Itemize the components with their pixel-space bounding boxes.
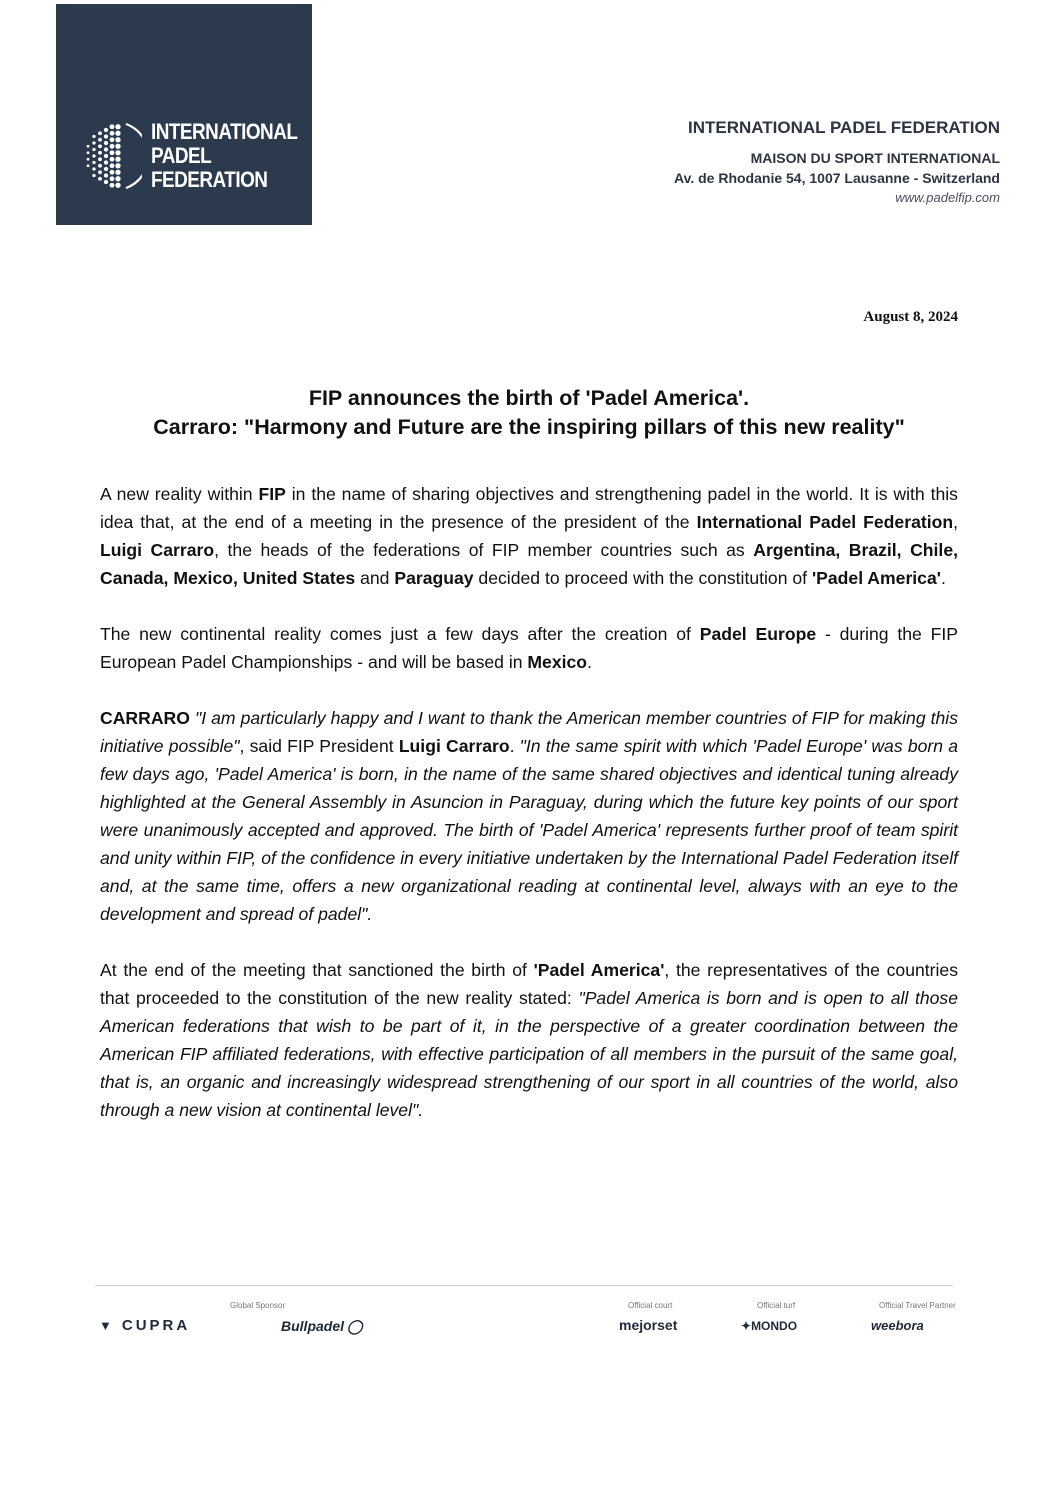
title-line-1: FIP announces the birth of 'Padel America'. <box>308 386 750 410</box>
logo-dot <box>104 147 108 151</box>
text-run: The new continental reality comes just a few days after the creation of <box>100 624 700 644</box>
logo-dot <box>92 154 95 157</box>
text-run: in the name of sharing objectives and strengthening padel in the world. It is with this idea that, at the end of a meeting in the presence of the president of the <box>100 484 958 532</box>
logo-dot <box>115 144 120 149</box>
text-run: . <box>509 736 520 756</box>
bold-run: Luigi Carraro <box>398 736 510 756</box>
bold-run: 'Padel America' <box>811 568 941 588</box>
logo-dot <box>104 180 108 184</box>
cupra-emblem-icon: ▼ <box>99 1318 112 1333</box>
logo-dot <box>98 157 102 161</box>
quote-run: "In the same spirit with which 'Padel Europe' was born a few days ago, 'Padel America' is born, in the name of the same shared objectives and identical tuning already highlighted at the General Assembly in Asuncion in Paraguay, during which the future key points of our sport were unanimously accepted and approved. The birth of 'Padel America' represents further proof of team spirit and unity within FIP, of the confidence in every initiative undertaken by the International Padel Federation itself and, at the same time, offers a new organizational reading at continental level, always with an eye to the development and spread of padel". <box>100 736 958 924</box>
title-line-2: Carraro: "Harmony and Future are the inspiring pillars of this new reality" <box>153 415 905 439</box>
text-run: , the representatives of the countries that proceeded to the constitution of the new reality stated: <box>100 960 959 1008</box>
logo-dot <box>110 157 115 162</box>
text-run: A new reality within <box>100 484 259 504</box>
logo-dot <box>98 138 102 142</box>
logo-dot <box>104 173 108 177</box>
logo-dot <box>87 158 90 161</box>
page-title <box>80 384 978 442</box>
logo-dot <box>110 144 115 149</box>
bold-run: Luigi Carraro <box>100 540 215 560</box>
logo-arc <box>126 124 142 188</box>
logo-dot <box>98 151 102 155</box>
bullpadel-mark-icon: ◯ <box>347 1318 363 1334</box>
logo-dot <box>92 174 95 177</box>
logo-dot <box>115 137 120 142</box>
bold-run: Mexico <box>527 652 588 672</box>
mondo-logo <box>741 1319 797 1333</box>
article-body <box>100 480 958 1152</box>
cupra-logo <box>99 1317 190 1334</box>
logo-dot <box>110 170 115 175</box>
bold-run: Paraguay <box>394 568 474 588</box>
logo-dot <box>110 124 115 129</box>
mejorset-wordmark: mejorset <box>619 1317 678 1333</box>
org-address-block <box>674 118 1000 208</box>
mondo-mark-icon: ✦ <box>741 1319 752 1333</box>
logo-dot <box>110 131 115 136</box>
text-run: . <box>940 568 946 588</box>
text-run: . <box>587 652 592 672</box>
cupra-wordmark: CUPRA <box>121 1317 191 1334</box>
text-run: , the heads of the federations of FIP member countries such as <box>214 540 754 560</box>
logo-dot <box>87 164 90 167</box>
mondo-wordmark: MONDO <box>751 1319 798 1333</box>
logo-dot <box>98 170 102 174</box>
document-date: August 8, 2024 <box>863 309 958 325</box>
logo-dot <box>115 131 120 136</box>
logo-dot <box>115 150 120 155</box>
footer-divider <box>95 1285 953 1286</box>
org-address: Av. de Rhodanie 54, 1007 Lausanne - Switzerland <box>674 170 1000 186</box>
logo-dot <box>115 183 120 188</box>
logo-dot <box>92 135 95 138</box>
text-run: , said FIP President <box>239 736 399 756</box>
paragraph-2 <box>100 620 958 676</box>
logo-dot <box>115 163 120 168</box>
paragraph-1 <box>100 480 958 592</box>
weebora-wordmark: weebora <box>871 1318 924 1333</box>
mejorset-logo <box>619 1317 677 1333</box>
text-run: decided to proceed with the constitution of <box>473 568 812 588</box>
logo-dot <box>98 177 102 181</box>
logo-line-2: PADEL <box>151 143 212 168</box>
logo-dot <box>104 134 108 138</box>
logo-dot <box>110 176 115 181</box>
quote-run: "I am particularly happy and I want to thank the American member countries of FIP for making this initiative possible" <box>100 708 959 756</box>
logo-dot <box>92 141 95 144</box>
logo-dot <box>87 145 90 148</box>
logo-wordmark <box>151 120 297 192</box>
bold-run: FIP <box>258 484 286 504</box>
logo-line-3: FEDERATION <box>151 167 268 192</box>
logo-line-1: INTERNATIONAL <box>151 119 298 144</box>
logo-dot <box>92 161 95 164</box>
logo-dot <box>110 137 115 142</box>
header-logo-block <box>56 4 312 225</box>
paragraph-3 <box>100 704 958 928</box>
caption-global-sponsor: Global Sponsor <box>230 1301 286 1310</box>
logo-dot <box>115 157 120 162</box>
bold-run: Argentina, Brazil, Chile, Canada, Mexico, United States <box>100 540 958 588</box>
logo-dot <box>92 148 95 151</box>
logo-dot <box>87 151 90 154</box>
bold-run: CARRARO <box>100 708 190 728</box>
caption-official-turf: Official turf <box>757 1301 796 1310</box>
bullpadel-wordmark: Bullpadel <box>281 1318 345 1334</box>
logo-dot <box>104 160 108 164</box>
logo-dot <box>110 163 115 168</box>
caption-official-court: Official court <box>628 1301 673 1310</box>
bullpadel-logo <box>281 1318 363 1335</box>
sponsor-footer <box>95 1285 956 1334</box>
text-run: At the end of the meeting that sanctioned the birth of <box>100 960 534 980</box>
logo-dot <box>115 170 120 175</box>
bold-run: Padel Europe <box>699 624 817 644</box>
quote-run: "Padel America is born and is open to all those American federations that wish to be part of it, in the perspective of a greater coordination between the American FIP affiliated federations, with effective participation of all members in the pursuit of the same goal, that is, an organic and increasingly widespread strengthening of our sport in all countries of the world, also through a new vision at continental level". <box>100 988 958 1120</box>
org-name: INTERNATIONAL PADEL FEDERATION <box>688 118 1000 137</box>
logo-dot <box>115 176 120 181</box>
text-run: , <box>953 512 958 532</box>
org-website-link[interactable]: www.padelfip.com <box>895 190 1000 205</box>
logo-dot <box>98 131 102 135</box>
logo-dot <box>98 164 102 168</box>
logo-dot <box>104 141 108 145</box>
paragraph-4 <box>100 956 958 1124</box>
logo-dot <box>104 128 108 132</box>
caption-travel-partner: Official Travel Partner <box>879 1301 956 1310</box>
logo-dot <box>104 167 108 171</box>
bold-run: 'Padel America' <box>533 960 665 980</box>
weebora-logo <box>871 1318 924 1333</box>
fip-logo-icon <box>82 114 142 198</box>
logo-dot <box>98 144 102 148</box>
logo-dot <box>115 124 120 129</box>
logo-dot <box>104 154 108 158</box>
text-run: - during the FIP European Padel Championships - and will be based in <box>100 624 959 672</box>
bold-run: International Padel Federation <box>696 512 954 532</box>
logo-dot <box>110 150 115 155</box>
org-building: MAISON DU SPORT INTERNATIONAL <box>750 150 1000 166</box>
logo-dot <box>110 183 115 188</box>
text-run: and <box>355 568 395 588</box>
logo-dot <box>92 167 95 170</box>
